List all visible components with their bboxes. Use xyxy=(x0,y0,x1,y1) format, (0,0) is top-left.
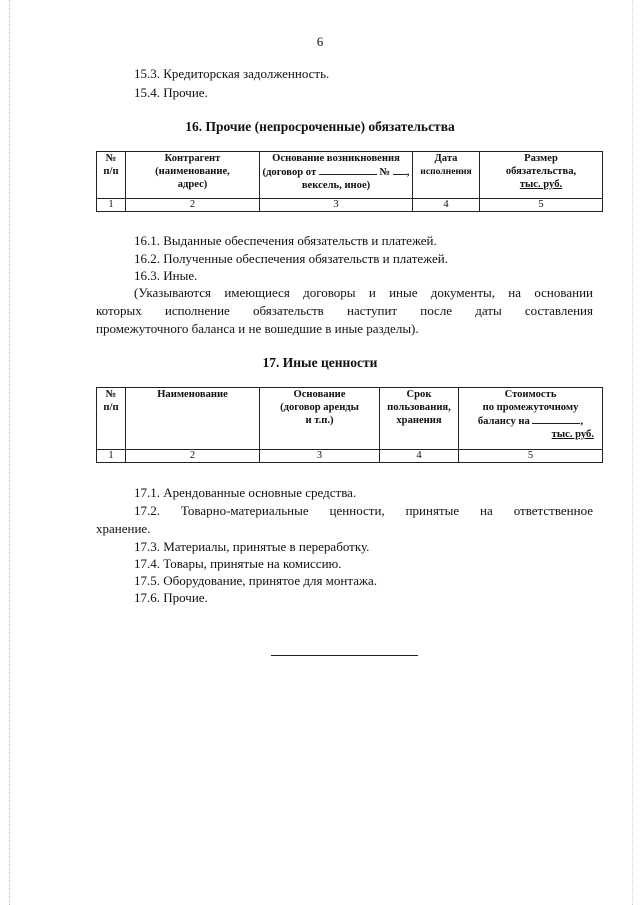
item-17-6: 17.6. Прочие. xyxy=(134,590,208,605)
table-16-num-cell: 5 xyxy=(480,199,603,212)
item-17-2-line: хранение. xyxy=(96,521,151,536)
page-number: 6 xyxy=(316,34,324,49)
table-17-num-cell: 5 xyxy=(459,450,603,463)
item-17-1: 17.1. Арендованные основные средства. xyxy=(134,485,357,500)
table-16-number-row xyxy=(97,199,603,212)
table-16-col-basis: Основание возникновения (договор от № , вексель, иное) xyxy=(260,152,413,199)
item-17-4: 17.4. Товары, принятые на комиссию. xyxy=(134,556,342,571)
section-16-title: 16. Прочие (непросроченные) обязательства xyxy=(185,119,455,134)
scan-edge-left xyxy=(9,0,10,905)
table-17-number-row xyxy=(97,450,603,463)
table-17-header-row xyxy=(97,388,603,450)
section-17-title: 17. Иные ценности xyxy=(262,355,378,370)
item-15-3: 15.3. Кредиторская задолженность. xyxy=(134,66,330,81)
item-17-5: 17.5. Оборудование, принятое для монтажа. xyxy=(134,573,377,588)
note-line: (Указываются имеющиеся договоры и иные документы, на основании xyxy=(134,285,593,300)
table-16-num-cell: 4 xyxy=(413,199,480,212)
item-17-3: 17.3. Материалы, принятые в переработку. xyxy=(134,539,370,554)
table-17-col-term: Срок пользования, хранения xyxy=(380,388,459,450)
table-17-col-number: № п/п xyxy=(97,388,126,450)
table-16-col-date: Дата исполнения xyxy=(413,152,480,199)
table-17-col-value: Стоимость по промежуточному балансу на , тыс. руб. xyxy=(459,388,603,450)
note-line: которых исполнение обязательств наступит после даты составления xyxy=(96,303,593,318)
item-16-1: 16.1. Выданные обеспечения обязательств и платежей. xyxy=(134,233,437,248)
item-17-2-line: 17.2. Товарно-материальные ценности, принятые на ответственное xyxy=(134,503,593,518)
scan-edge-right xyxy=(632,0,633,905)
item-15-4: 15.4. Прочие. xyxy=(134,85,208,100)
table-16 xyxy=(96,151,603,212)
table-16-num-cell: 2 xyxy=(126,199,260,212)
table-17-num-cell: 1 xyxy=(97,450,126,463)
table-16-col-number: № п/п xyxy=(97,152,126,199)
table-17-num-cell: 4 xyxy=(380,450,459,463)
closing-rule xyxy=(271,655,418,656)
table-16-col-counterparty: Контрагент (наименование, адрес) xyxy=(126,152,260,199)
section-16-note xyxy=(96,284,593,338)
item-17-2 xyxy=(96,502,593,538)
table-17-col-basis: Основание (договор аренды и т.п.) xyxy=(260,388,380,450)
table-17-num-cell: 2 xyxy=(126,450,260,463)
table-16-num-cell: 1 xyxy=(97,199,126,212)
item-16-3: 16.3. Иные. xyxy=(134,268,198,283)
table-16-header-row xyxy=(97,152,603,199)
table-17 xyxy=(96,387,603,463)
table-16-col-amount: Размер обязательства, тыс. руб. xyxy=(480,152,603,199)
table-16-num-cell: 3 xyxy=(260,199,413,212)
table-17-col-name: Наименование xyxy=(126,388,260,450)
item-16-2: 16.2. Полученные обеспечения обязательств и платежей. xyxy=(134,251,448,266)
note-line: промежуточного баланса и не вошедшие в иные разделы). xyxy=(96,321,419,336)
table-17-num-cell: 3 xyxy=(260,450,380,463)
